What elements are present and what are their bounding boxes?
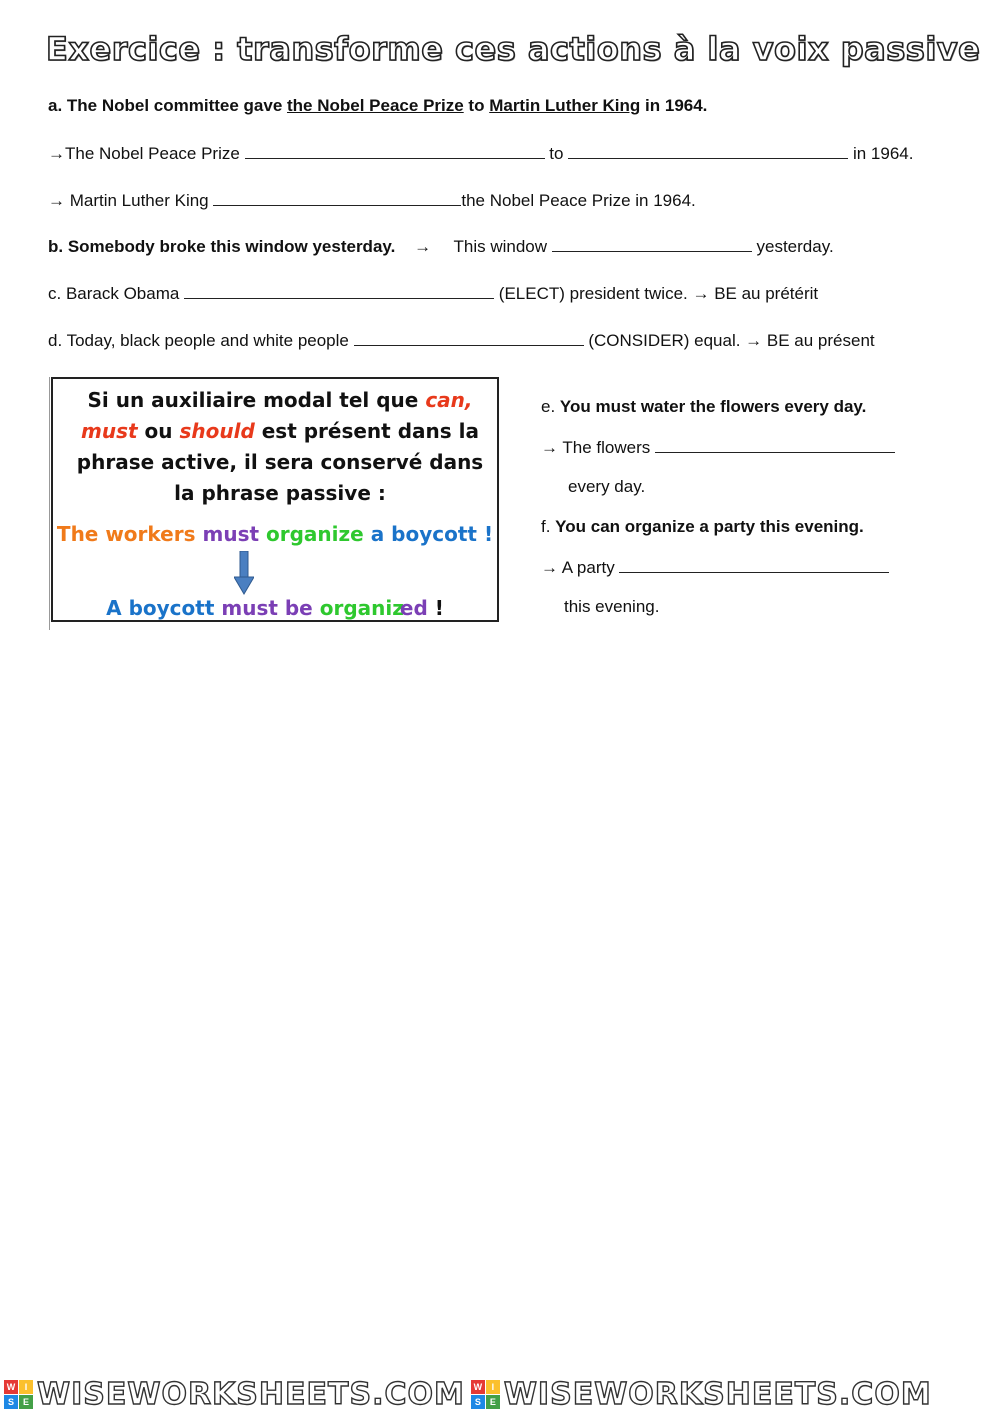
rule-line-4: la phrase passive : [174, 481, 386, 505]
example-passive-verb: organiz [319, 596, 404, 620]
example-active [53, 522, 497, 546]
question-a-recipient: Martin Luther King [489, 96, 641, 115]
answer-e [541, 437, 895, 458]
question-e-label: e. [541, 397, 560, 416]
arrow-down-icon [234, 551, 254, 595]
rule-line-1: Si un auxiliaire modal tel que [87, 388, 426, 412]
answer-a1-end: in 1964. [852, 144, 914, 163]
question-b-start: This window [453, 237, 548, 256]
example-active-article: a [370, 522, 385, 546]
answer-a2-end: the Nobel Peace Prize in 1964. [461, 191, 696, 210]
rule-can: can, [425, 388, 473, 412]
modal-rule-text [65, 385, 495, 509]
example-active-exclam: ! [483, 522, 494, 546]
rule-line-2: est présent dans la [254, 419, 479, 443]
example-passive-subject: A boycott [106, 596, 215, 620]
question-a-object: the Nobel Peace Prize [287, 96, 464, 115]
question-b-prompt: b. Somebody broke this window yesterday. [48, 237, 396, 256]
question-a-suffix: in 1964. [640, 96, 708, 115]
answer-a1-start: →The Nobel Peace Prize [48, 144, 240, 163]
question-d-blank[interactable] [354, 330, 584, 346]
question-c-start: c. Barack Obama [48, 284, 180, 303]
answer-e-blank[interactable] [655, 437, 895, 453]
answer-f-blank[interactable] [619, 557, 889, 573]
example-active-verb: organize [266, 522, 364, 546]
answer-f-cont: this evening. [564, 597, 660, 616]
wiseworksheets-logo-icon: W I S E [4, 1380, 33, 1409]
answer-e-start: → The flowers [541, 438, 651, 457]
answer-e-cont: every day. [568, 477, 646, 496]
answer-a1-mid: to [549, 144, 564, 163]
rule-must: must [81, 419, 138, 443]
modal-rule-box [51, 377, 499, 622]
example-passive [53, 596, 497, 620]
example-passive-modal-be: must be [221, 596, 313, 620]
footer-brand-right [471, 1377, 932, 1412]
question-b-blank[interactable] [552, 236, 752, 252]
example-active-subject: The workers [56, 522, 196, 546]
footer-brand-text: WISEWORKSHEETS.COM [37, 1377, 465, 1412]
rule-should: should [179, 419, 255, 443]
question-c-end: (ELECT) president twice. → BE au prétérit [498, 284, 819, 303]
rule-ou: ou [137, 419, 180, 443]
example-active-object: boycott [391, 522, 477, 546]
question-d [48, 330, 875, 351]
question-c-blank[interactable] [184, 283, 494, 299]
question-d-end: (CONSIDER) equal. → BE au présent [588, 331, 875, 350]
question-f-label: f. [541, 517, 556, 536]
footer-brand-left [4, 1377, 465, 1412]
answer-f-start: → A party [541, 558, 615, 577]
wiseworksheets-logo-icon: W I S E [471, 1380, 500, 1409]
example-passive-exclam: ! [434, 596, 444, 620]
question-c [48, 283, 818, 304]
page-title: Exercice : transforme ces actions à la voix passive [46, 30, 981, 68]
rule-line-3: phrase active, il sera conservé dans [76, 450, 484, 474]
question-e-prompt: You must water the flowers every day. [559, 397, 867, 416]
question-f-prompt: You can organize a party this evening. [555, 517, 864, 536]
answer-a1 [48, 143, 913, 164]
answer-a2 [48, 190, 696, 211]
arrow-right-icon: → [414, 237, 432, 256]
example-passive-suffix: ed [399, 596, 428, 620]
footer-brand-bar [0, 1376, 1000, 1413]
question-b [48, 236, 834, 257]
question-f [541, 517, 864, 537]
answer-a1-blank-1[interactable] [245, 143, 545, 159]
question-a [48, 96, 707, 116]
answer-a1-blank-2[interactable] [568, 143, 848, 159]
question-a-to: to [463, 96, 490, 115]
answer-a2-blank[interactable] [213, 190, 461, 206]
question-d-start: d. Today, black people and white people [48, 331, 349, 350]
answer-f [541, 557, 889, 578]
question-a-text: a. The Nobel committee gave [48, 96, 288, 115]
question-b-end: yesterday. [756, 237, 834, 256]
footer-brand-text: WISEWORKSHEETS.COM [503, 1377, 932, 1412]
answer-a2-start: → Martin Luther King [48, 191, 209, 210]
example-active-modal: must [202, 522, 260, 546]
question-e [541, 397, 866, 417]
